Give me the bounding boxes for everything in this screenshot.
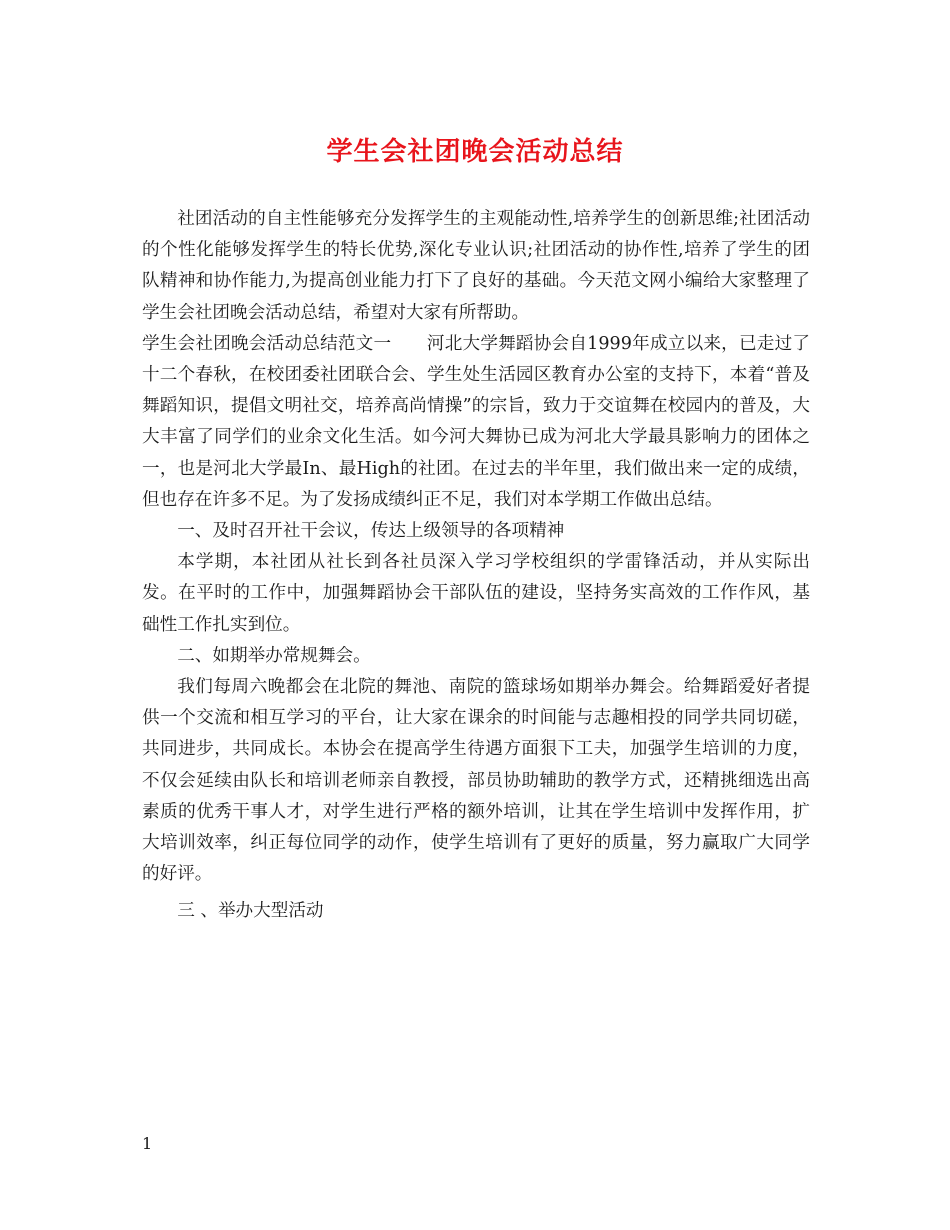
paragraph-intro: 社团活动的自主性能够充分发挥学生的主观能动性,培养学生的创新思维;社团活动的个性化能够发挥学生的特长优势,深化专业认识;社团活动的协作性,培养了学生的团队精神和协作能力,为提高创业能力打下了良好的基础。今天范文网小编给大家整理了学生会社团晚会活动总结，希望对大家有所帮助。 — [142, 209, 810, 323]
section-heading-three: 三 、举办大型活动 — [177, 901, 324, 922]
page-number: 1 — [142, 1134, 153, 1153]
paragraph-section-two: 我们每周六晚都会在北院的舞池、南院的篮球场如期举办舞会。给舞蹈爱好者提供一个交流和相互学习的平台，让大家在课余的时间能与志趣相投的同学共同切磋，共同进步，共同成长。本协会在提高学生待遇方面狠下工夫，加强学生培训的力度，不仅会延续由队长和培训老师亲自教授，部员协助辅助的教学方式，还精挑细选出高素质的优秀干事人才，对学生进行严格的额外培训，让其在学生培训中发挥作用，扩大培训效率，纠正每位同学的动作，使学生培训有了更好的质量，努力赢取广大同学的好评。 — [142, 677, 810, 885]
section-heading-two: 二、如期举办常规舞会。 — [177, 645, 371, 666]
section-heading-one: 一、及时召开社干会议，传达上级领导的各项精神 — [177, 521, 565, 542]
paragraph-sample-one: 学生会社团晚会活动总结范文一 河北大学舞蹈协会自1999年成立以来，已走过了十二个春秋，在校团委社团联合会、学生处生活园区教育办公室的支持下，本着“普及舞蹈知识，提倡文明社交，培养高尚情操”的宗旨，致力于交谊舞在校园内的普及，大大丰富了同学们的业余文化生活。如今河大舞协已成为河北大学最具影响力的团体之一，也是河北大学最In、最High的社团。在过去的半年里，我们做出来一定的成绩，但也存在许多不足。为了发扬成绩纠正不足，我们对本学期工作做出总结。 — [142, 333, 810, 510]
paragraph-section-one: 本学期，本社团从社长到各社员深入学习学校组织的学雷锋活动，并从实际出发。在平时的工作中，加强舞蹈协会干部队伍的建设，坚持务实高效的工作作风，基础性工作扎实到位。 — [142, 552, 810, 635]
document-title: 学生会社团晚会活动总结 — [326, 137, 624, 167]
document-body — [142, 204, 810, 928]
